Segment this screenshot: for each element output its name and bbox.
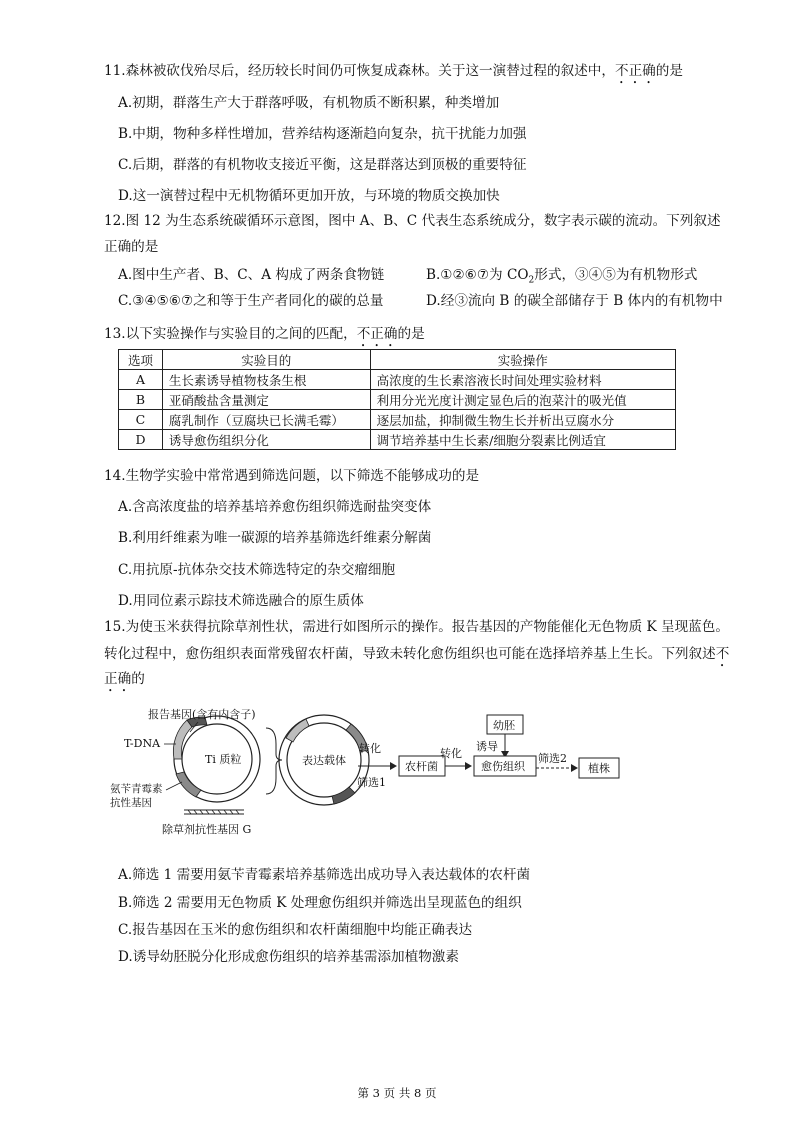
plant-label: 植株 — [588, 762, 610, 775]
expression-vector-label: 表达载体 — [302, 754, 346, 767]
q13-emphasis: 不正确 — [356, 326, 398, 342]
table-row — [119, 430, 676, 450]
induce-label: 诱导 — [476, 740, 498, 753]
q15-stem-line2: 转化过程中，愈伤组织表面常残留农杆菌，导致未转化愈伤组织也可能在选择培养基上生长。下列叙述不 — [104, 646, 730, 662]
tdna-label: T-DNA — [124, 737, 161, 750]
q12-stem-line2: 正确的是 — [104, 239, 159, 255]
q15-stem-line3: 正确的 — [104, 671, 145, 687]
q11-option-d: D.这一演替过程中无机物循环更加开放，与环境的物质交换加快 — [118, 188, 500, 204]
table-cell: A — [119, 370, 163, 390]
q12-stem-line1: 12.图 12 为生态系统碳循环示意图，图中 A、B、C 代表生态系统成分，数字表示碳的流动。下列叙述 — [104, 213, 721, 229]
expression-vector — [279, 715, 369, 805]
q12-option-b: B.①②⑥⑦为 $CO_2$形式，③④⑤为有机物形式 — [426, 267, 698, 286]
table-row — [119, 390, 676, 410]
q12-option-d: D.经③流向 B 的碳全部储存于 B 体内的有机物中 — [426, 293, 723, 309]
transform2-label: 转化 — [440, 747, 462, 760]
table-row — [119, 370, 676, 390]
screen2-label: 筛选2 — [538, 752, 567, 765]
table-header-cell: 实验目的 — [162, 350, 370, 370]
q11-option-c: C.后期，群落的有机物收支接近平衡，这是群落达到顶极的重要特征 — [118, 157, 527, 173]
table-cell: 高浓度的生长素溶液长时间处理实验材料 — [370, 370, 675, 390]
table-row — [119, 410, 676, 430]
amp-label-line1: 氨苄青霉素 — [110, 783, 163, 795]
q14-stem: 14.生物学实验中常常遇到筛选问题，以下筛选不能够成功的是 — [104, 468, 480, 484]
q13-stem: 13.以下实验操作与实验目的之间的匹配，不正确的是 — [104, 326, 425, 342]
q15-option-c: C.报告基因在玉米的愈伤组织和农杆菌细胞中均能正确表达 — [118, 922, 473, 938]
ti-plasmid-label: Ti 质粒 — [205, 753, 242, 766]
gene-transfer-diagram — [110, 700, 670, 845]
table-cell: 诱导愈伤组织分化 — [162, 430, 370, 450]
q12-option-a: A.图中生产者、B、C、A 构成了两条食物链 — [118, 267, 385, 283]
callus-label: 愈伤组织 — [481, 760, 525, 773]
table-header-row — [119, 350, 676, 370]
page-footer: 第 3 页 共 8 页 — [357, 1086, 437, 1100]
q14-option-a: A.含高浓度盐的培养基培养愈伤组织筛选耐盐突变体 — [118, 499, 432, 515]
table-header-cell: 选项 — [119, 350, 163, 370]
screen1-label: 筛选1 — [357, 776, 386, 789]
herbicide-gene-bar — [184, 810, 244, 814]
q11-stem: 11.森林被砍伐殆尽后，经历较长时间仍可恢复成森林。关于这一演替过程的叙述中，不正确的是 — [104, 63, 683, 79]
q13-table — [118, 349, 676, 450]
q14-option-c: C.用抗原-抗体杂交技术筛选特定的杂交瘤细胞 — [118, 562, 396, 578]
amp-label-line2: 抗性基因 — [110, 797, 152, 809]
report-gene-label: 报告基因(含有内含子) — [148, 708, 256, 721]
q14-option-b: B.利用纤维素为唯一碳源的培养基筛选纤维素分解菌 — [118, 530, 432, 546]
q11-emphasis: 不正确 — [615, 63, 656, 79]
q15-option-d: D.诱导幼胚脱分化形成愈伤组织的培养基需添加植物激素 — [118, 949, 459, 965]
agrobacterium-label: 农杆菌 — [405, 760, 438, 773]
table-cell: 逐层加盐，抑制微生物生长并析出豆腐水分 — [370, 410, 675, 430]
q15-option-a: A.筛选 1 需要用氨苄青霉素培养基筛选出成功导入表达载体的农杆菌 — [118, 867, 531, 883]
table-cell: 生长素诱导植物枝条生根 — [162, 370, 370, 390]
q11-option-a: A.初期，群落生产大于群落呼吸，有机物质不断积累，种类增加 — [118, 95, 500, 111]
table-cell: 腐乳制作（豆腐块已长满毛霉） — [162, 410, 370, 430]
herbicide-gene-label: 除草剂抗性基因 G — [162, 823, 252, 836]
table-header-cell: 实验操作 — [370, 350, 675, 370]
embryo-label: 幼胚 — [493, 719, 515, 732]
q14-option-d: D.用同位素示踪技术筛选融合的原生质体 — [118, 593, 364, 609]
table-cell: D — [119, 430, 163, 450]
ti-plasmid — [173, 716, 260, 802]
table-cell: 调节培养基中生长素/细胞分裂素比例适宜 — [370, 430, 675, 450]
transform1-label: 转化 — [359, 742, 381, 755]
q11-option-b: B.中期，物种多样性增加，营养结构逐渐趋向复杂，抗干扰能力加强 — [118, 126, 527, 142]
table-cell: C — [119, 410, 163, 430]
table-cell: B — [119, 390, 163, 410]
table-cell: 亚硝酸盐含量测定 — [162, 390, 370, 410]
q15-stem-line1: 15.为使玉米获得抗除草剂性状，需进行如图所示的操作。报告基因的产物能催化无色物质 K 呈现蓝色。 — [104, 619, 729, 635]
q15-option-b: B.筛选 2 需要用无色物质 K 处理愈伤组织并筛选出呈现蓝色的组织 — [118, 895, 522, 911]
table-cell: 利用分光光度计测定显色后的泡菜汁的吸光值 — [370, 390, 675, 410]
q12-option-c: C.③④⑤⑥⑦之和等于生产者同化的碳的总量 — [118, 293, 384, 309]
